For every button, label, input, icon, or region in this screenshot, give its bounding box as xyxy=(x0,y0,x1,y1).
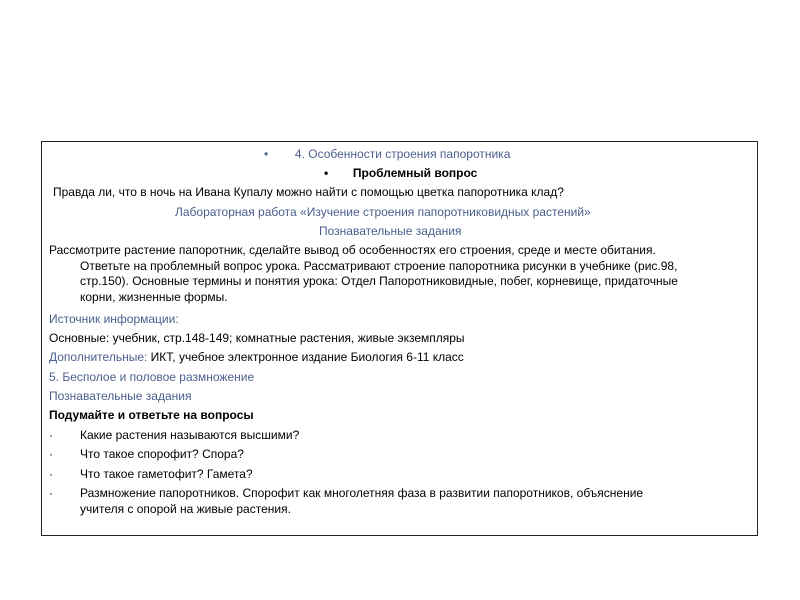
section-4-title: 4. Особенности строения папоротника xyxy=(294,147,511,161)
question-text: Какие растения называются высшими? xyxy=(80,428,300,442)
problem-heading: Проблемный вопрос xyxy=(352,166,478,180)
question-text: Размножение папоротников. Спорофит как многолетняя фаза в развитии папоротников, объяснение xyxy=(80,486,644,500)
question-marker: · xyxy=(49,447,53,461)
question-text: Что такое спорофит? Спора? xyxy=(80,447,244,461)
cognitive-tasks-heading-2: Познавательные задания xyxy=(49,389,192,403)
section-4-row xyxy=(264,147,510,162)
question-marker: · xyxy=(49,428,53,442)
question-marker: · xyxy=(49,467,53,481)
task-line: корни, жизненные формы. xyxy=(80,289,228,304)
lab-work-title: Лабораторная работа «Изучение строения папоротниковидных растений» xyxy=(175,205,591,219)
question-text-continued: учителя с опорой на живые растения. xyxy=(80,502,291,516)
question-item xyxy=(49,447,244,462)
sources-extra-label: Дополнительные: xyxy=(49,350,148,364)
sources-extra-value: ИКТ, учебное электронное издание Биология 6-11 класс xyxy=(147,350,464,364)
task-paragraph xyxy=(49,243,753,305)
sources-extra xyxy=(49,350,464,365)
section-5-title: 5. Бесполое и половое размножение xyxy=(49,370,255,384)
question-marker: · xyxy=(49,486,53,500)
question-item xyxy=(49,467,253,482)
task-line: Ответьте на проблемный вопрос урока. Рассматривают строение папоротника рисунки в учебнике (рис.98, xyxy=(80,258,678,273)
think-heading: Подумайте и ответьте на вопросы xyxy=(49,408,254,422)
question-item xyxy=(49,428,300,443)
question-text: Что такое гаметофит? Гамета? xyxy=(80,467,253,481)
problem-question: Правда ли, что в ночь на Ивана Купалу можно найти с помощью цветка папоротника клад? xyxy=(53,185,564,199)
sources-heading: Источник информации: xyxy=(49,312,179,326)
cognitive-tasks-heading: Познавательные задания xyxy=(319,224,462,238)
lesson-plan-box xyxy=(41,141,758,536)
sources-main: Основные: учебник, стр.148-149; комнатные растения, живые экземпляры xyxy=(49,331,465,345)
question-item xyxy=(49,486,644,501)
task-line: Рассмотрите растение папоротник, сделайте вывод об особенностях его строения, среде и месте обитания. xyxy=(49,243,656,257)
bullet: • xyxy=(324,166,329,180)
bullet: • xyxy=(264,147,269,161)
problem-heading-row xyxy=(324,166,477,181)
task-line: стр.150). Основные термины и понятия урока: Отдел Папоротниковидные, побег, корневище, придаточные xyxy=(80,274,678,288)
